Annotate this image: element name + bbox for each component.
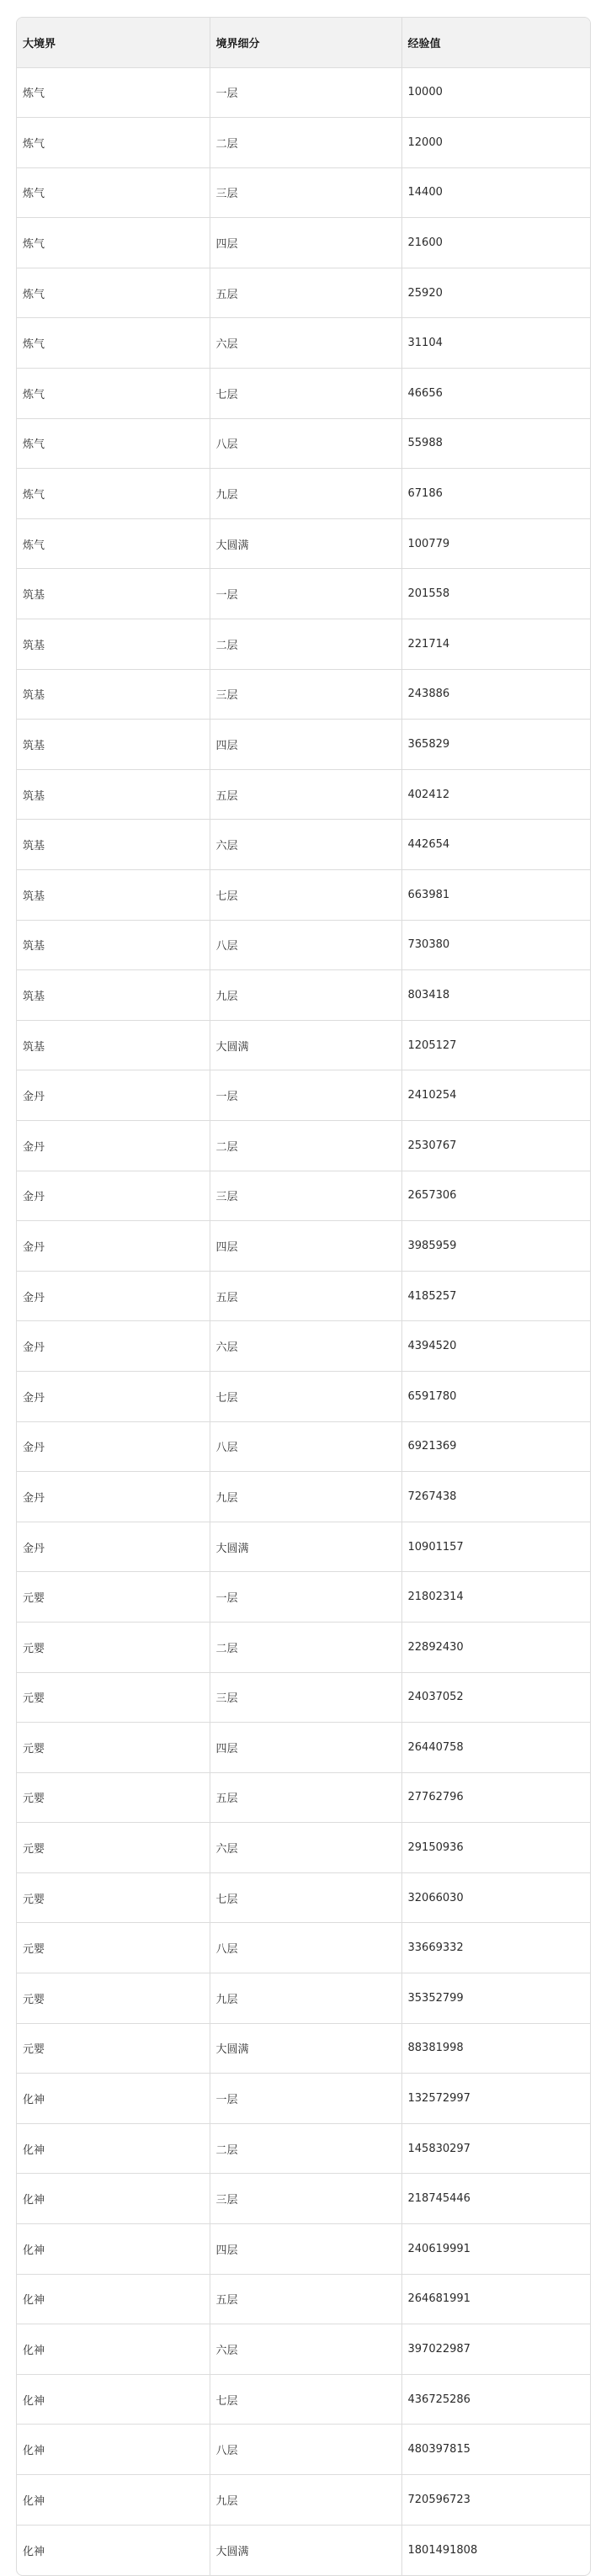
cell-experience: 29150936 — [401, 1823, 590, 1873]
cell-experience: 442654 — [401, 820, 590, 870]
cell-major-realm: 化神 — [17, 2274, 210, 2324]
cell-experience: 145830297 — [401, 2123, 590, 2174]
cell-major-realm: 元婴 — [17, 1923, 210, 1973]
cell-experience: 264681991 — [401, 2274, 590, 2324]
cell-sub-realm: 七层 — [210, 1872, 401, 1923]
cell-major-realm: 金丹 — [17, 1522, 210, 1572]
cell-experience: 21802314 — [401, 1572, 590, 1623]
cell-major-realm: 金丹 — [17, 1271, 210, 1321]
table-row — [17, 1772, 590, 1823]
cell-experience: 803418 — [401, 970, 590, 1021]
exp-table — [17, 18, 590, 2575]
cell-major-realm: 筑基 — [17, 619, 210, 670]
cell-sub-realm: 八层 — [210, 2425, 401, 2475]
table-row — [17, 2475, 590, 2526]
cell-sub-realm: 一层 — [210, 569, 401, 619]
cell-sub-realm: 二层 — [210, 1120, 401, 1171]
table-row — [17, 769, 590, 820]
cell-major-realm: 筑基 — [17, 1020, 210, 1070]
cell-experience: 22892430 — [401, 1622, 590, 1672]
table-row — [17, 1923, 590, 1973]
cell-experience: 31104 — [401, 318, 590, 369]
cell-experience: 35352799 — [401, 1973, 590, 2024]
cell-major-realm: 元婴 — [17, 1872, 210, 1923]
cell-sub-realm: 三层 — [210, 669, 401, 720]
cell-experience: 27762796 — [401, 1772, 590, 1823]
table-row — [17, 167, 590, 218]
cell-major-realm: 金丹 — [17, 1472, 210, 1522]
table-row — [17, 1371, 590, 1421]
cell-major-realm: 炼气 — [17, 469, 210, 519]
cell-experience: 24037052 — [401, 1672, 590, 1723]
table-row — [17, 318, 590, 369]
cell-sub-realm: 四层 — [210, 1221, 401, 1272]
cell-sub-realm: 三层 — [210, 1171, 401, 1221]
cell-sub-realm: 六层 — [210, 820, 401, 870]
cell-major-realm: 金丹 — [17, 1321, 210, 1372]
cell-sub-realm: 九层 — [210, 469, 401, 519]
table-row — [17, 1221, 590, 1272]
cell-experience: 88381998 — [401, 2023, 590, 2074]
cell-major-realm: 炼气 — [17, 369, 210, 419]
cell-sub-realm: 七层 — [210, 1371, 401, 1421]
cell-major-realm: 筑基 — [17, 920, 210, 970]
cell-sub-realm: 五层 — [210, 1271, 401, 1321]
cell-sub-realm: 六层 — [210, 1823, 401, 1873]
table-row — [17, 669, 590, 720]
cell-major-realm: 金丹 — [17, 1120, 210, 1171]
cell-sub-realm: 九层 — [210, 970, 401, 1021]
table-row — [17, 1572, 590, 1623]
cell-experience: 25920 — [401, 268, 590, 318]
cell-major-realm: 筑基 — [17, 820, 210, 870]
cell-experience: 218745446 — [401, 2174, 590, 2224]
table-row — [17, 418, 590, 469]
table-row — [17, 1171, 590, 1221]
table-row — [17, 1321, 590, 1372]
table-row — [17, 67, 590, 118]
cell-major-realm: 炼气 — [17, 167, 210, 218]
cell-experience: 14400 — [401, 167, 590, 218]
cell-major-realm: 元婴 — [17, 1823, 210, 1873]
cell-major-realm: 炼气 — [17, 118, 210, 168]
table-body — [17, 67, 590, 2575]
cell-sub-realm: 二层 — [210, 2123, 401, 2174]
table-header — [17, 18, 590, 67]
table-row — [17, 720, 590, 770]
cell-major-realm: 元婴 — [17, 1723, 210, 1773]
cell-sub-realm: 八层 — [210, 1421, 401, 1472]
table-row — [17, 1973, 590, 2024]
cell-sub-realm: 大圆满 — [210, 2525, 401, 2575]
cell-experience: 6921369 — [401, 1421, 590, 1472]
cell-major-realm: 化神 — [17, 2425, 210, 2475]
header-experience: 经验值 — [401, 18, 590, 67]
cell-experience: 663981 — [401, 870, 590, 921]
table-row — [17, 870, 590, 921]
cell-experience: 201558 — [401, 569, 590, 619]
cell-experience: 397022987 — [401, 2324, 590, 2375]
cell-major-realm: 金丹 — [17, 1221, 210, 1272]
header-row — [17, 18, 590, 67]
table-row — [17, 2525, 590, 2575]
table-row — [17, 1271, 590, 1321]
cell-experience: 730380 — [401, 920, 590, 970]
cell-major-realm: 金丹 — [17, 1171, 210, 1221]
cell-experience: 7267438 — [401, 1472, 590, 1522]
cell-sub-realm: 四层 — [210, 720, 401, 770]
cell-major-realm: 炼气 — [17, 518, 210, 569]
cell-sub-realm: 一层 — [210, 2074, 401, 2124]
cell-major-realm: 炼气 — [17, 268, 210, 318]
table-row — [17, 1872, 590, 1923]
cell-major-realm: 元婴 — [17, 2023, 210, 2074]
cell-sub-realm: 九层 — [210, 1472, 401, 1522]
cell-major-realm: 炼气 — [17, 218, 210, 268]
cell-sub-realm: 五层 — [210, 1772, 401, 1823]
cell-sub-realm: 四层 — [210, 2224, 401, 2275]
table-row — [17, 268, 590, 318]
cell-experience: 243886 — [401, 669, 590, 720]
table-row — [17, 218, 590, 268]
header-major-realm: 大境界 — [17, 18, 210, 67]
cell-experience: 100779 — [401, 518, 590, 569]
cell-sub-realm: 四层 — [210, 1723, 401, 1773]
cell-major-realm: 化神 — [17, 2324, 210, 2375]
cell-major-realm: 筑基 — [17, 669, 210, 720]
cell-experience: 1801491808 — [407, 2543, 478, 2557]
table-row — [17, 1070, 590, 1121]
cell-experience: 2530767 — [401, 1120, 590, 1171]
cell-experience: 4394520 — [401, 1321, 590, 1372]
exp-table-container — [16, 17, 591, 2576]
cell-experience: 480397815 — [401, 2425, 590, 2475]
cell-major-realm: 金丹 — [17, 1371, 210, 1421]
cell-sub-realm: 七层 — [210, 369, 401, 419]
cell-experience: 2410254 — [401, 1070, 590, 1121]
cell-sub-realm: 二层 — [210, 619, 401, 670]
cell-major-realm: 化神 — [17, 2374, 210, 2425]
cell-major-realm: 炼气 — [17, 418, 210, 469]
cell-experience: 10901157 — [401, 1522, 590, 1572]
table-row — [17, 1020, 590, 1070]
table-row — [17, 970, 590, 1021]
cell-major-realm: 元婴 — [17, 1973, 210, 2024]
table-row — [17, 1472, 590, 1522]
cell-sub-realm: 二层 — [210, 118, 401, 168]
table-row — [17, 619, 590, 670]
cell-sub-realm: 八层 — [210, 418, 401, 469]
cell-sub-realm: 一层 — [210, 67, 401, 118]
cell-major-realm: 筑基 — [17, 970, 210, 1021]
table-row — [17, 369, 590, 419]
cell-experience: 720596723 — [401, 2475, 590, 2526]
cell-sub-realm: 一层 — [210, 1572, 401, 1623]
cell-sub-realm: 九层 — [210, 2475, 401, 2526]
cell-experience: 46656 — [401, 369, 590, 419]
cell-major-realm: 化神 — [17, 2224, 210, 2275]
table-row — [17, 1622, 590, 1672]
cell-experience: 436725286 — [401, 2374, 590, 2425]
cell-sub-realm: 五层 — [210, 2274, 401, 2324]
table-row — [17, 2174, 590, 2224]
cell-sub-realm: 三层 — [210, 167, 401, 218]
table-row — [17, 2023, 590, 2074]
cell-sub-realm: 三层 — [210, 1672, 401, 1723]
table-row — [17, 1522, 590, 1572]
table-row — [17, 469, 590, 519]
table-row — [17, 518, 590, 569]
table-row — [17, 920, 590, 970]
cell-experience: 402412 — [401, 769, 590, 820]
cell-experience: 2657306 — [401, 1171, 590, 1221]
cell-sub-realm: 大圆满 — [210, 518, 401, 569]
cell-sub-realm: 一层 — [210, 1070, 401, 1121]
table-row — [17, 2123, 590, 2174]
cell-experience: 221714 — [401, 619, 590, 670]
cell-major-realm: 元婴 — [17, 1672, 210, 1723]
table-row — [17, 1723, 590, 1773]
table-row — [17, 118, 590, 168]
cell-major-realm: 筑基 — [17, 769, 210, 820]
header-sub-realm: 境界细分 — [210, 18, 401, 67]
table-row — [17, 1672, 590, 1723]
cell-major-realm: 化神 — [17, 2174, 210, 2224]
cell-sub-realm: 六层 — [210, 1321, 401, 1372]
cell-sub-realm: 七层 — [210, 2374, 401, 2425]
cell-sub-realm: 四层 — [210, 218, 401, 268]
cell-sub-realm: 八层 — [210, 920, 401, 970]
cell-experience: 26440758 — [401, 1723, 590, 1773]
cell-major-realm: 元婴 — [17, 1572, 210, 1623]
table-row — [17, 820, 590, 870]
table-row — [17, 2374, 590, 2425]
cell-experience: 12000 — [401, 118, 590, 168]
table-row — [17, 2224, 590, 2275]
table-row — [17, 569, 590, 619]
cell-major-realm: 金丹 — [17, 1070, 210, 1121]
table-row — [17, 1823, 590, 1873]
cell-major-realm: 炼气 — [17, 318, 210, 369]
cell-sub-realm: 大圆满 — [210, 1020, 401, 1070]
cell-experience: 240619991 — [401, 2224, 590, 2275]
cell-experience: 3985959 — [401, 1221, 590, 1272]
cell-major-realm: 筑基 — [17, 720, 210, 770]
cell-major-realm: 化神 — [17, 2525, 210, 2575]
cell-major-realm: 元婴 — [17, 1622, 210, 1672]
cell-sub-realm: 六层 — [210, 318, 401, 369]
cell-experience: 55988 — [401, 418, 590, 469]
cell-major-realm: 化神 — [17, 2123, 210, 2174]
table-row — [17, 2274, 590, 2324]
cell-sub-realm: 五层 — [210, 268, 401, 318]
table-row — [17, 1421, 590, 1472]
cell-sub-realm: 八层 — [210, 1923, 401, 1973]
table-row — [17, 2425, 590, 2475]
cell-experience: 4185257 — [401, 1271, 590, 1321]
cell-sub-realm: 大圆满 — [210, 1522, 401, 1572]
cell-experience: 10000 — [401, 67, 590, 118]
cell-experience: 33669332 — [401, 1923, 590, 1973]
cell-experience: 32066030 — [401, 1872, 590, 1923]
cell-experience: 1205127 — [401, 1020, 590, 1070]
cell-major-realm: 金丹 — [17, 1421, 210, 1472]
cell-experience: 365829 — [401, 720, 590, 770]
cell-sub-realm: 三层 — [210, 2174, 401, 2224]
cell-experience: 6591780 — [401, 1371, 590, 1421]
cell-sub-realm: 五层 — [210, 769, 401, 820]
cell-sub-realm: 九层 — [210, 1973, 401, 2024]
cell-experience: 67186 — [401, 469, 590, 519]
cell-sub-realm: 二层 — [210, 1622, 401, 1672]
cell-sub-realm: 大圆满 — [210, 2023, 401, 2074]
cell-major-realm: 化神 — [17, 2475, 210, 2526]
table-row — [17, 2324, 590, 2375]
cell-major-realm: 元婴 — [17, 1772, 210, 1823]
cell-major-realm: 化神 — [17, 2074, 210, 2124]
cell-experience: 132572997 — [401, 2074, 590, 2124]
cell-major-realm: 筑基 — [17, 569, 210, 619]
cell-major-realm: 炼气 — [17, 67, 210, 118]
cell-sub-realm: 六层 — [210, 2324, 401, 2375]
table-row — [17, 2074, 590, 2124]
cell-sub-realm: 七层 — [210, 870, 401, 921]
table-row — [17, 1120, 590, 1171]
cell-major-realm: 筑基 — [17, 870, 210, 921]
cell-experience: 21600 — [401, 218, 590, 268]
